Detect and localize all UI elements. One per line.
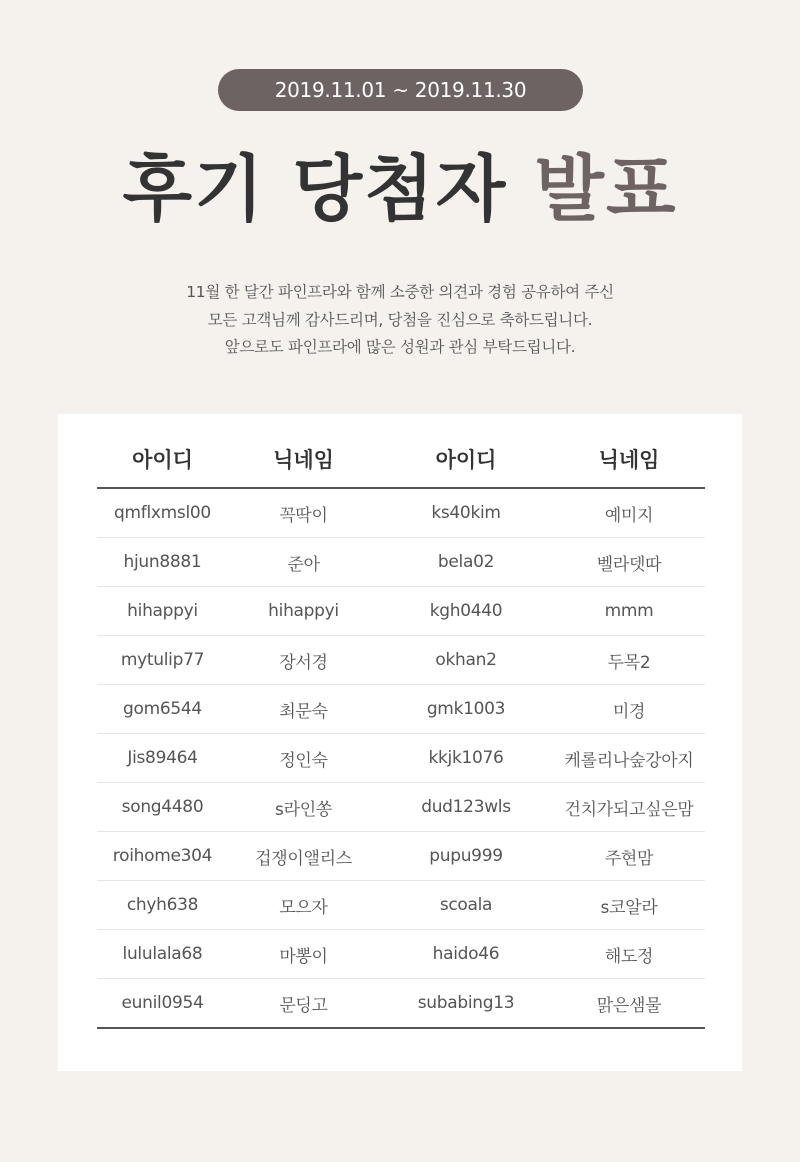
winners-table-body [97,488,705,1028]
table-row [97,685,705,734]
nickname-right: mmm [553,587,705,636]
nickname-right: 벨라뎃따 [553,538,705,587]
header-id-left: 아이디 [97,430,228,488]
header-id-right: 아이디 [379,430,553,488]
nickname-right: 맑은샘물 [553,979,705,1029]
user-id-right: kgh0440 [379,587,553,636]
nickname-left: 문딩고 [228,979,379,1029]
user-id-left: qmflxmsl00 [97,488,228,538]
user-id-left: roihome304 [97,832,228,881]
description-line-2: 모든 고객님께 감사드리며, 당첨을 진심으로 축하드립니다. [207,310,593,329]
user-id-left: hihappyi [97,587,228,636]
user-id-left: chyh638 [97,881,228,930]
user-id-right: haido46 [379,930,553,979]
nickname-left: 최문숙 [228,685,379,734]
header-nickname-left: 닉네임 [228,430,379,488]
nickname-right: 미경 [553,685,705,734]
table-row [97,538,705,587]
date-range-badge: 2019.11.01 ~ 2019.11.30 [218,69,583,111]
winners-panel [58,414,742,1071]
table-header-row [97,430,705,488]
nickname-left: 모으자 [228,881,379,930]
page-title [0,134,800,244]
nickname-right: 주현맘 [553,832,705,881]
header-nickname-right: 닉네임 [553,430,705,488]
description-line-1: 11월 한 달간 파인프라와 함께 소중한 의견과 경험 공유하여 주신 [186,283,614,301]
table-row [97,783,705,832]
nickname-left: 겁쟁이앨리스 [228,832,379,881]
nickname-right: 두목2 [553,636,705,685]
announcement-description [0,279,800,362]
user-id-right: ks40kim [379,488,553,538]
user-id-right: dud123wls [379,783,553,832]
user-id-right: bela02 [379,538,553,587]
user-id-left: hjun8881 [97,538,228,587]
user-id-left: gom6544 [97,685,228,734]
title-accent: 발표 [534,147,678,231]
user-id-right: okhan2 [379,636,553,685]
table-row [97,979,705,1029]
user-id-left: song4480 [97,783,228,832]
nickname-left: 장서경 [228,636,379,685]
nickname-left: 정인숙 [228,734,379,783]
user-id-left: Jis89464 [97,734,228,783]
table-row [97,930,705,979]
nickname-left: s라인쏭 [228,783,379,832]
title-main: 후기 당첨자 [122,147,508,231]
nickname-left: 꼭딱이 [228,488,379,538]
nickname-left: 준아 [228,538,379,587]
table-row [97,587,705,636]
table-row [97,636,705,685]
user-id-left: mytulip77 [97,636,228,685]
nickname-right: s코알라 [553,881,705,930]
table-row [97,488,705,538]
user-id-right: scoala [379,881,553,930]
nickname-left: hihappyi [228,587,379,636]
user-id-right: kkjk1076 [379,734,553,783]
nickname-left: 마뽕이 [228,930,379,979]
user-id-right: pupu999 [379,832,553,881]
table-row [97,832,705,881]
nickname-right: 해도정 [553,930,705,979]
user-id-left: eunil0954 [97,979,228,1029]
description-line-3: 앞으로도 파인프라에 많은 성원과 관심 부탁드립니다. [224,338,576,356]
user-id-left: lululala68 [97,930,228,979]
nickname-right: 케롤리나숲강아지 [553,734,705,783]
nickname-right: 건치가되고싶은맘 [553,783,705,832]
winners-table [97,430,705,1029]
nickname-right: 예미지 [553,488,705,538]
table-row [97,734,705,783]
user-id-right: gmk1003 [379,685,553,734]
table-row [97,881,705,930]
user-id-right: subabing13 [379,979,553,1029]
